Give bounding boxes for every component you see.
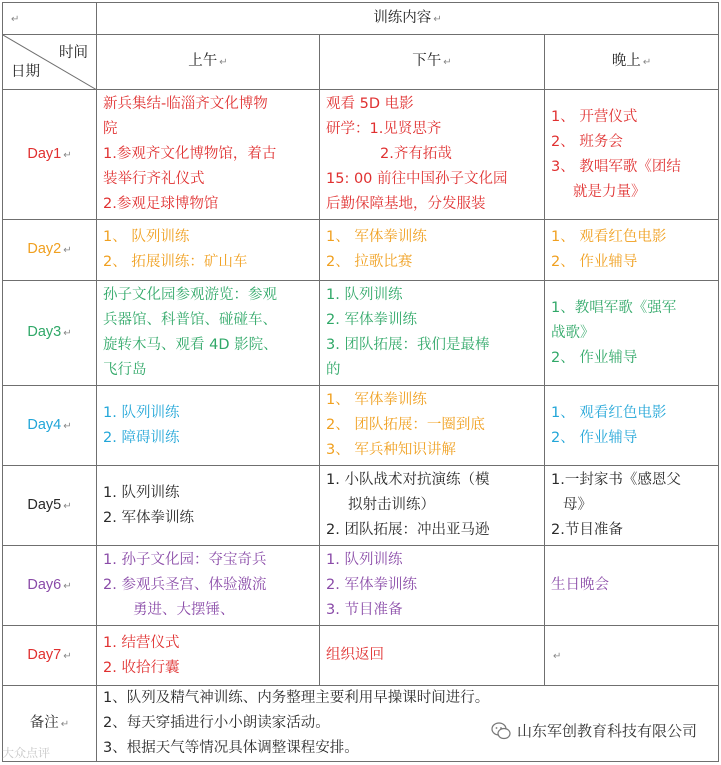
evening-cell: 1、 观看红色电影 2、 作业辅导 <box>545 220 719 281</box>
afternoon-cell: 1. 队列训练 2. 军体拳训练 3. 团队拓展：我们是最棒 的 <box>320 281 545 386</box>
evening-header: 晚上 ↵ <box>545 35 719 90</box>
day-row <box>3 546 719 626</box>
afternoon-cell: 组织返回 <box>320 626 545 686</box>
table-header-row <box>3 3 719 35</box>
note-item: 2、每天穿插进行小小朗读家活动。 <box>103 715 330 731</box>
afternoon-cell: 观看 5D 电影 研学：1.见贤思齐 2.齐有拓哉 15: 00 前往中国孙子文化园 后勤保障基地，分发服装 <box>320 90 545 220</box>
date-header-label: 日期 <box>11 64 40 80</box>
training-content-title: 训练内容 <box>373 9 432 26</box>
afternoon-cell: 1. 队列训练 2. 军体拳训练 3. 节目准备 <box>320 546 545 626</box>
afternoon-cell: 1. 小队战术对抗演练（模 拟射击训练） 2. 团队拓展：冲出亚马逊 <box>320 466 545 546</box>
training-content-header: 训练内容 ↵ <box>97 3 719 35</box>
company-name: 山东军创教育科技有限公司 <box>516 722 697 740</box>
evening-cell: 1、教唱军歌《强军 战歌》 2、 作业辅导 <box>545 281 719 386</box>
day-row <box>3 281 719 386</box>
day-label: Day5 ↵ <box>3 466 97 546</box>
period-header-row <box>3 35 719 90</box>
corner-blank-cell: ↵ <box>3 3 97 35</box>
day-label: Day3 ↵ <box>3 281 97 386</box>
morning-cell: 孙子文化园参观游览：参观 兵器馆、科普馆、碰碰车、 旋转木马、观看 4D 影院、 飞行岛 <box>97 281 320 386</box>
watermark-left: 大众点评 <box>2 746 51 760</box>
wechat-icon <box>491 721 511 741</box>
morning-cell: 1. 结营仪式 2. 收拾行囊 <box>97 626 320 686</box>
morning-cell: 1、 队列训练 2、 拓展训练：矿山车 <box>97 220 320 281</box>
diagonal-header-cell <box>3 35 97 90</box>
time-header-label: 时间 <box>59 45 88 61</box>
note-item: 1、队列及精气神训练、内务整理主要利用早操课时间进行。 <box>103 690 490 706</box>
morning-header: 上午 ↵ <box>97 35 320 90</box>
morning-cell: 1. 队列训练 2. 军体拳训练 <box>97 466 320 546</box>
day-label: Day4 ↵ <box>3 386 97 466</box>
company-watermark <box>491 720 697 741</box>
day-row <box>3 466 719 546</box>
morning-cell: 1. 孙子文化园：夺宝奇兵 2. 参观兵圣宫、体验激流 勇进、大摆锤、 <box>97 546 320 626</box>
day-row <box>3 386 719 466</box>
evening-cell: 生日晚会 <box>545 546 719 626</box>
evening-cell: 1、 观看红色电影 2、 作业辅导 <box>545 386 719 466</box>
day-row <box>3 626 719 686</box>
note-item: 3、根据天气等情况具体调整课程安排。 <box>103 740 359 756</box>
training-schedule-table <box>2 2 719 762</box>
morning-cell: 新兵集结-临淄齐文化博物 院 1.参观齐文化博物馆，着古 装举行齐礼仪式 2.参观足球博物馆 <box>97 90 320 220</box>
evening-cell: ↵ <box>545 626 719 686</box>
day-label: Day7 ↵ <box>3 626 97 686</box>
day-label: Day2 ↵ <box>3 220 97 281</box>
morning-cell: 1. 队列训练 2. 障碍训练 <box>97 386 320 466</box>
evening-cell: 1.一封家书《感恩父 母》 2.节目准备 <box>545 466 719 546</box>
afternoon-header: 下午 ↵ <box>320 35 545 90</box>
day-label: Day6 ↵ <box>3 546 97 626</box>
notes-label: 备注 ↵ <box>3 686 97 762</box>
day-row <box>3 220 719 281</box>
day-label: Day1 ↵ <box>3 90 97 220</box>
day-row <box>3 90 719 220</box>
afternoon-cell: 1、 军体拳训练 2、 拉歌比赛 <box>320 220 545 281</box>
afternoon-cell: 1、 军体拳训练 2、 团队拓展：一圈到底 3、 军兵种知识讲解 <box>320 386 545 466</box>
evening-cell: 1、 开营仪式 2、 班务会 3、 教唱军歌《团结 就是力量》 <box>545 90 719 220</box>
